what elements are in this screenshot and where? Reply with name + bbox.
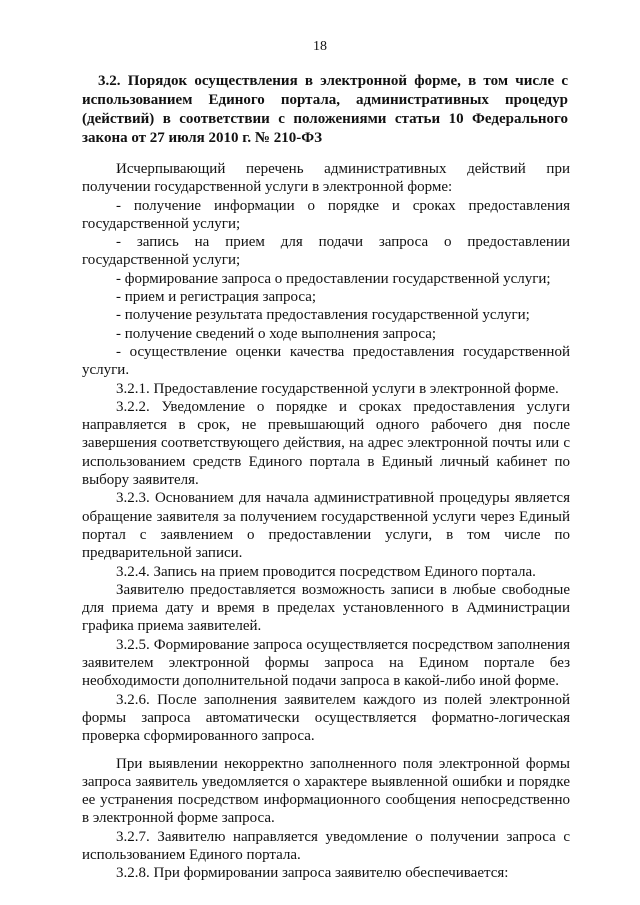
paragraph-3-2-7: 3.2.7. Заявителю направляется уведомление о получении запроса с использованием Единого портала. — [82, 828, 570, 863]
paragraph-intro: Исчерпывающий перечень административных действий при получении государственной услуги в электронной форме: — [82, 161, 570, 196]
paragraph-3-2-5: 3.2.5. Формирование запроса осуществляется посредством заполнения заявителем электронной формы запроса на Едином портале без необходимости дополнительной подачи запроса в какой-либо иной форме. — [82, 636, 570, 690]
paragraph: Заявителю предоставляется возможность записи в любые свободные для приема дату и время в пределах установленного в Администрации графика приема заявителей. — [82, 581, 570, 635]
list-item: - получение результата предоставления государственной услуги; — [116, 307, 530, 324]
page-number: 18 — [313, 39, 327, 54]
list-item: - получение информации о порядке и сроках предоставления государственной услуги; — [82, 197, 570, 232]
section-heading — [82, 72, 568, 148]
paragraph-3-2-8: 3.2.8. При формировании запроса заявителю обеспечивается: — [116, 865, 509, 882]
heading-line: (действий) в соответствии с положениями статьи 10 Федерального — [82, 111, 568, 127]
heading-line: использованием Единого портала, административных процедур — [82, 92, 568, 108]
paragraph-3-2-6: 3.2.6. После заполнения заявителем каждого из полей электронной формы запроса автоматически осуществляется форматно-логическая проверка сформированного запроса. — [82, 691, 570, 745]
paragraph-3-2-4: 3.2.4. Запись на прием проводится посредством Единого портала. — [116, 563, 536, 580]
list-item: - запись на прием для подачи запроса о предоставлении государственной услуги; — [82, 234, 570, 269]
heading-line: закона от 27 июля 2010 г. № 210-ФЗ — [82, 130, 323, 146]
document-body — [82, 160, 570, 883]
list-item: - прием и регистрация запроса; — [116, 289, 317, 306]
paragraph-3-2-1: 3.2.1. Предоставление государственной услуги в электронной форме. — [116, 380, 559, 397]
list-item: - формирование запроса о предоставлении государственной услуги; — [116, 270, 551, 287]
list-item: - осуществление оценки качества предоставления государственной услуги. — [82, 343, 570, 379]
heading-line: 3.2. Порядок осуществления в электронной форме, в том числе с — [98, 73, 568, 89]
paragraph-3-2-3: 3.2.3. Основанием для начала административной процедуры является обращение заявителя за получением государственной услуги через Единый портал с заявлением о предоставлении услуги, в том числе по предварительной записи. — [82, 490, 570, 562]
paragraph-3-2-2: 3.2.2. Уведомление о порядке и сроках предоставления услуги направляется в срок, не превышающий одного рабочего дня после завершения соответствующего действия, на адрес электронной почты или с использованием средств Единого портала в Единый личный кабинет по выбору заявителя. — [82, 398, 570, 489]
list-item: - получение сведений о ходе выполнения запроса; — [116, 325, 437, 342]
paragraph: При выявлении некорректно заполненного поля электронной формы запроса заявитель уведомляется о характере выявленной ошибки и порядке ее устранения посредством информационного сообщения непосредственно в электронной форме запроса. — [82, 755, 570, 827]
